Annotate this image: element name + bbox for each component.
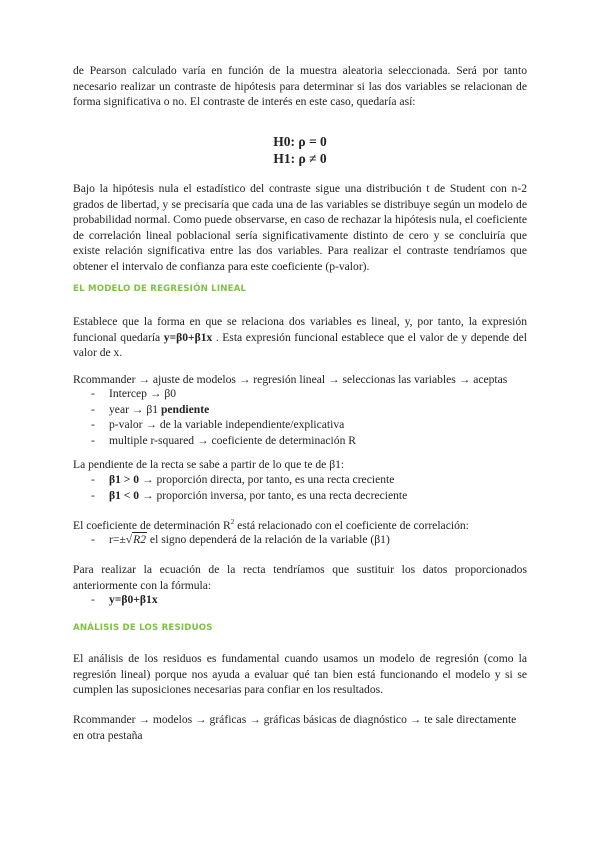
intro-paragraph: de Pearson calculado varía en función de la muestra aleatoria seleccionada. Será por tanto necesario realizar un contraste de hipótesis para determinar si las dos variables se relacionan de forma significativa o no. El contraste de interés en este caso, quedaría así:	[73, 64, 527, 108]
hypothesis-h1: H1: ρ ≠ 0	[273, 151, 327, 166]
residuals-paragraph: El análisis de los residuos es fundamental cuando usamos un modelo de regresión (como la regresión lineal) porque nos ayuda a evaluar qué tan bien está funcionando el modelo y si se cumplen las suposiciones necesarias para confiar en los resultados.	[73, 652, 527, 696]
model-text-after: . Esta expresión funcional establece que el valor de y depende del valor de x.	[73, 330, 527, 359]
list-item: - p-valor → de la variable independiente/explicativa	[73, 417, 527, 433]
rcommander-plots-path: Rcommander → modelos → gráficas → gráficas básicas de diagnóstico → te sale directamente en otra pestaña	[73, 713, 517, 742]
formula-list	[73, 592, 527, 608]
radicand: R2	[133, 533, 147, 546]
model-text-before: Establece que la forma en que se relaciona dos variables es lineal, y, por tanto, la expresión funcional quedaría	[73, 315, 527, 344]
rcommander-regression-path: Rcommander → ajuste de modelos → regresión lineal → seleccionas las variables → aceptas	[73, 373, 508, 386]
list-item: - β1 > 0 → proporción directa, por tanto, es una recta creciente	[73, 472, 527, 488]
list-item: - Intercep → β0	[73, 386, 527, 402]
determination-sentence: El coeficiente de determinación $R^2$ está relacionado con el coeficiente de correlación:	[73, 518, 469, 532]
list-item: - β1 < 0 → proporción inversa, por tanto, es una recta decreciente	[73, 488, 527, 504]
substitute-paragraph: Para realizar la ecuación de la recta tendríamos que sustituir los datos proporcionados anteriormente con la fórmula:	[73, 563, 527, 592]
hypothesis-h0: H0: ρ = 0	[273, 134, 327, 149]
correlation-list	[73, 532, 527, 548]
list-item: - y=β0+β1x	[73, 592, 527, 608]
model-paragraph	[73, 314, 527, 361]
list-item: - multiple r-squared → coeficiente de determinación R	[73, 433, 527, 449]
list-item: - r=±√R2 el signo dependerá de la relación de la variable (β1)	[73, 532, 527, 548]
section-heading-regression: EL MODELO DE REGRESIÓN LINEAL	[73, 284, 247, 294]
slope-list	[73, 472, 527, 503]
rcommander-output-list	[73, 386, 527, 448]
slope-intro: La pendiente de la recta se sabe a partir de lo que te de β1:	[73, 458, 345, 471]
section-heading-residuals: ANÁLISIS DE LOS RESIDUOS	[73, 623, 213, 633]
list-item: - year → β1 pendiente	[73, 402, 527, 418]
model-formula: y=β0+β1x	[163, 330, 213, 344]
null-hypothesis-paragraph: Bajo la hipótesis nula el estadístico del contraste sigue una distribución t de Student con n-2 grados de libertad, y se precisaría que cada una de las variables se distribuye según un modelo de probabilidad normal. Como puede observarse, en caso de rechazar la hipótesis nula, el coeficiente de correlación lineal poblacional sería significativamente distinto de cero y se concluiría que existe relación significativa entre las dos variables. Para realizar el contraste tendríamos que obtener el intervalo de confianza para este coeficiente (p-valor).	[73, 182, 527, 273]
